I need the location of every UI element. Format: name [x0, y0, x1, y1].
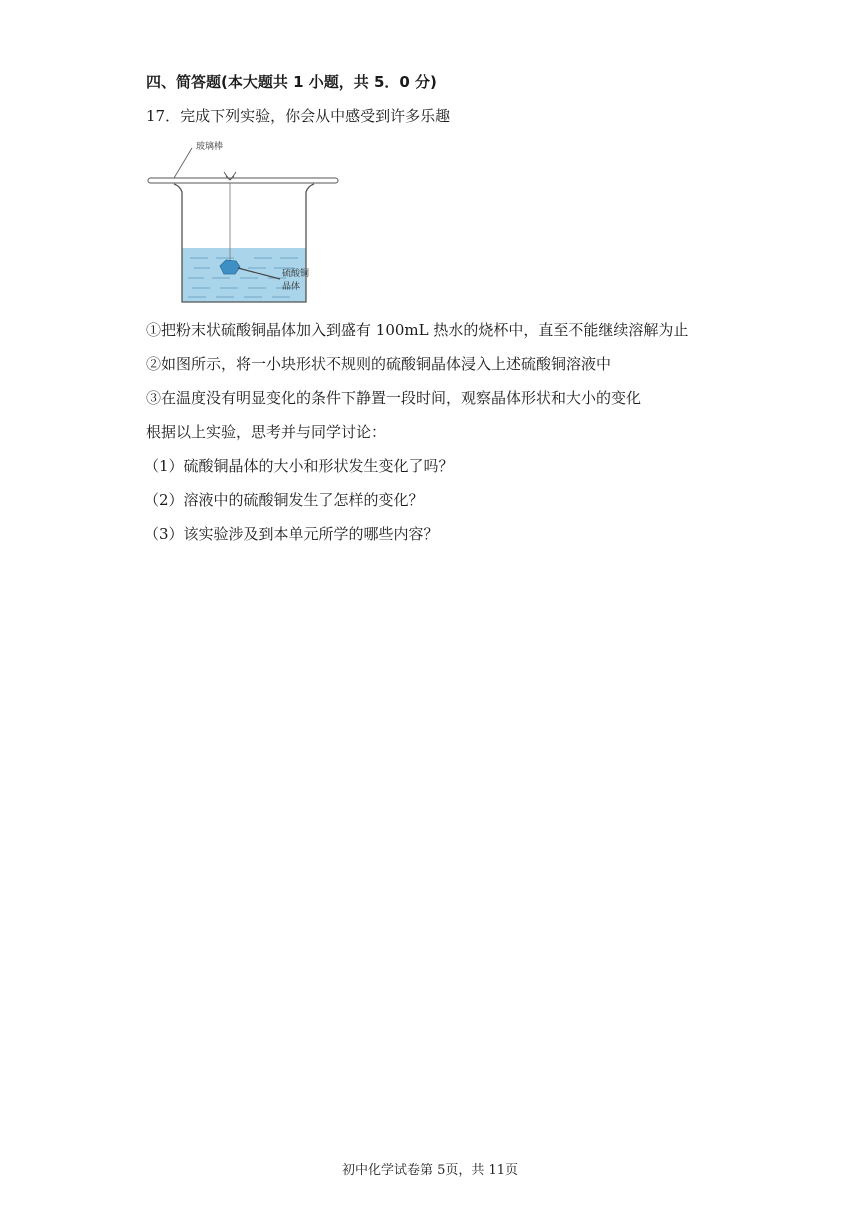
sub-question-1: （1）硫酸铜晶体的大小和形状发生变化了吗？: [144, 457, 454, 475]
rod-label: 玻璃棒: [196, 142, 224, 152]
crystal-label-line1: 硫酸铜: [282, 269, 310, 279]
discussion-intro: 根据以上实验，思考并与同学讨论：: [146, 423, 387, 441]
sub-question-2: （2）溶液中的硫酸铜发生了怎样的变化？: [144, 491, 424, 509]
step-1: ①把粉末状硫酸铜晶体加入到盛有 100mL 热水的烧杯中，直至不能继续溶解为止: [146, 321, 689, 339]
section-title: 四、简答题(本大题共 1 小题，共 5．0 分): [146, 73, 437, 91]
crystal-label-line2: 晶体: [282, 282, 301, 292]
sub-question-3: （3）该实验涉及到本单元所学的哪些内容？: [144, 525, 439, 543]
page-footer: 初中化学试卷第 5页，共 11页: [341, 1163, 519, 1178]
step-3: ③在温度没有明显变化的条件下静置一段时间，观察晶体形状和大小的变化: [146, 389, 642, 407]
glass-rod: [148, 178, 338, 183]
step-2: ②如图所示，将一小块形状不规则的硫酸铜晶体浸入上述硫酸铜溶液中: [146, 355, 612, 373]
question-title: 17．完成下列实验，你会从中感受到许多乐趣: [146, 107, 451, 125]
beaker-diagram: [144, 136, 344, 308]
rod-leader-line: [174, 148, 192, 178]
beaker-figure: [144, 136, 344, 308]
